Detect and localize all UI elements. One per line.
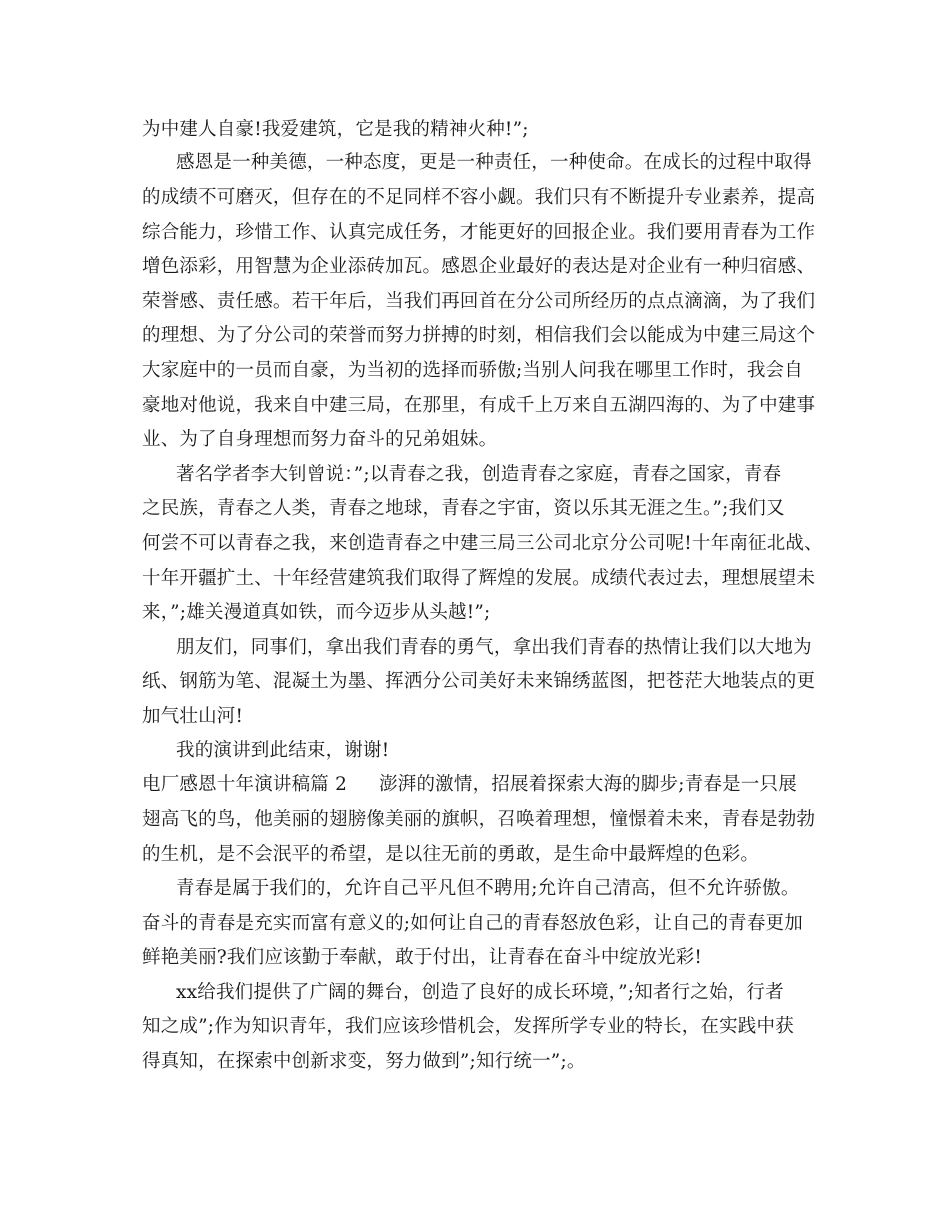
paragraph-line: 加气壮山河! <box>142 706 244 727</box>
paragraph-line: 综合能力，珍惜工作、认真完成任务，才能更好的回报企业。我们要用青春为工作 <box>142 222 816 243</box>
paragraph-line: 鲜艳美丽?我们应该勤于奉献，敢于付出，让青春在奋斗中绽放光彩! <box>142 947 703 968</box>
paragraph-line: 业、为了自身理想而努力奋斗的兄弟姐妹。 <box>142 429 498 450</box>
paragraph-line: 豪地对他说，我来自中建三局，在那里，有成千上万来自五湖四海的、为了中建事 <box>142 395 816 416</box>
paragraph-line: 增色添彩，用智慧为企业添砖加瓦。感恩企业最好的表达是对企业有一种归宿感、 <box>142 256 816 277</box>
paragraph-line: 我的演讲到此结束，谢谢! <box>176 740 390 761</box>
paragraph-line: 知之成”;作为知识青年，我们应该珍惜机会，发挥所学专业的特长，在实践中获 <box>142 1016 794 1037</box>
paragraph-line: 纸、钢筋为笔、混凝土为墨、挥洒分公司美好未来锦绣蓝图，把苍茫大地装点的更 <box>142 671 816 692</box>
paragraph-line: 的成绩不可磨灭，但存在的不足同样不容小觑。我们只有不断提升专业素养，提高 <box>142 187 816 208</box>
paragraph-line: 翅高飞的鸟，他美丽的翅膀像美丽的旗帜，召唤着理想，憧憬着未来，青春是勃勃 <box>142 809 816 830</box>
paragraph-line: 荣誉感、责任感。若干年后，当我们再回首在分公司所经历的点点滴滴，为了我们 <box>142 291 816 312</box>
paragraph-line: 的理想、为了分公司的荣誉而努力拼搏的时刻，相信我们会以能成为中建三局这个 <box>142 325 816 346</box>
paragraph-run: 澎湃的激情，招展着探索大海的脚步;青春是一只展 <box>379 774 797 795</box>
paragraph-line: xx给我们提供了广阔的舞台，创造了良好的成长环境，”;知者行之始，行者 <box>176 982 784 1003</box>
paragraph-line: 的生机，是不会泯平的希望，是以往无前的勇敢，是生命中最辉煌的色彩。 <box>142 844 760 865</box>
paragraph-line: 为中建人自豪!我爱建筑，它是我的精神火种!”; <box>142 119 529 140</box>
paragraph-line: 青春是属于我们的，允许自己平凡但不聘用;允许自己清高，但不允许骄傲。 <box>176 878 800 899</box>
paragraph-line: 之民族，青春之人类，青春之地球，青春之宇宙，资以乐其无涯之生。”;我们又 <box>142 498 785 519</box>
section-heading-line <box>142 773 822 797</box>
paragraph-line: 来，”;雄关漫道真如铁，而今迈步从头越!”; <box>142 602 491 623</box>
paragraph-line: 著名学者李大钊曾说：”;以青春之我，创造青春之家庭，青春之国家，青春 <box>176 464 782 485</box>
paragraph-line: 得真知，在探索中创新求变，努力做到”;知行统一”;。 <box>142 1051 586 1072</box>
paragraph-line: 何尝不可以青春之我，来创造青春之中建三局三公司北京分公司呢!十年南征北战、 <box>142 533 823 554</box>
paragraph-line: 感恩是一种美德，一种态度，更是一种责任，一种使命。在成长的过程中取得 <box>176 152 812 173</box>
paragraph-line: 朋友们，同事们，拿出我们青春的勇气，拿出我们青春的热情让我们以大地为 <box>176 637 812 658</box>
paragraph-line: 奋斗的青春是充实而富有意义的;如何让自己的青春怒放色彩，让自己的青春更加 <box>142 913 803 934</box>
paragraph-line: 十年开疆扩土、十年经营建筑我们取得了辉煌的发展。成绩代表过去，理想展望未 <box>142 568 816 589</box>
section-title: 电厂感恩十年演讲稿篇 2 <box>142 774 348 795</box>
paragraph-line: 大家庭中的一员而自豪，为当初的选择而骄傲;当别人问我在哪里工作时，我会自 <box>142 360 803 381</box>
